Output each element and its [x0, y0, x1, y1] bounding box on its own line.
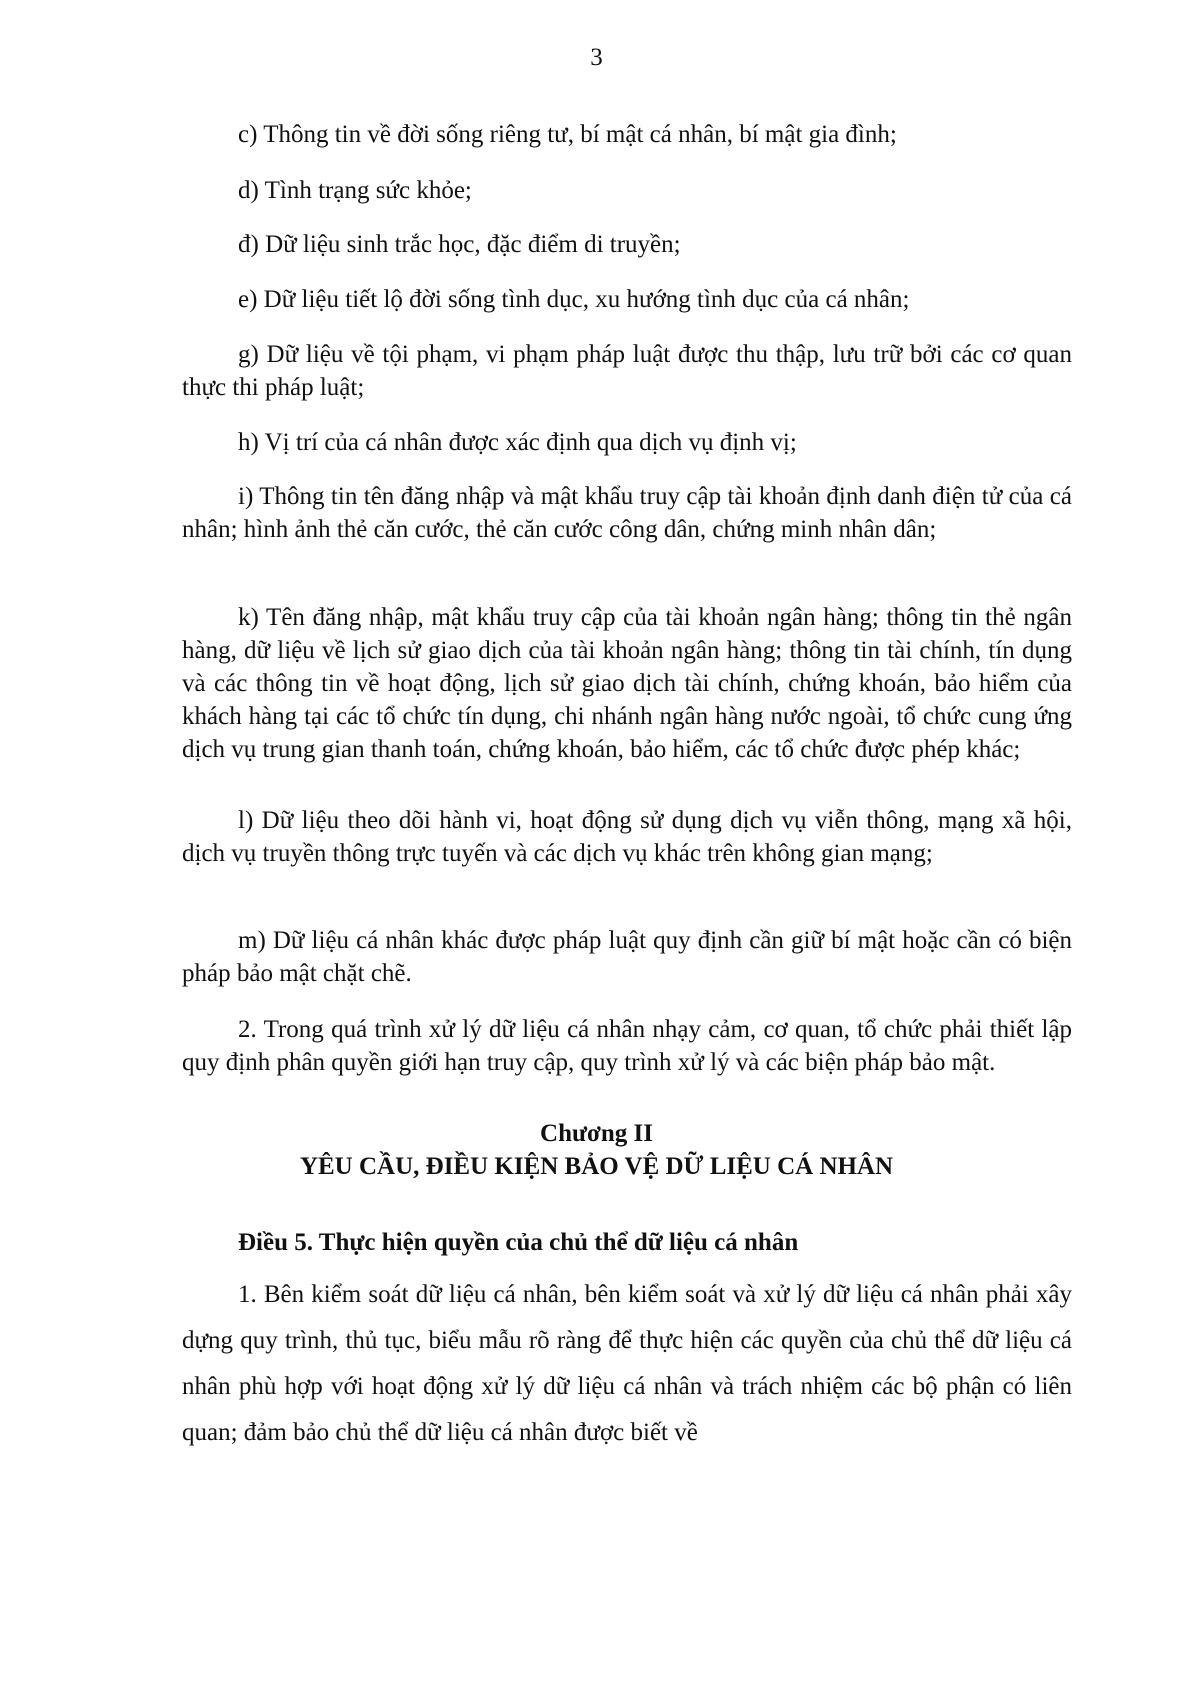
item-l: l) Dữ liệu theo dõi hành vi, hoạt động sử dụng dịch vụ viễn thông, mạng xã hội, dịch vụ truyền thông trực tuyến và các dịch vụ khác trên không gian mạng; — [182, 807, 1072, 867]
page-number: 3 — [590, 44, 603, 71]
clause-2: 2. Trong quá trình xử lý dữ liệu cá nhân nhạy cảm, cơ quan, tổ chức phải thiết lập quy định phân quyền giới hạn truy cập, quy trình xử lý và các biện pháp bảo mật. — [182, 1016, 1072, 1076]
item-e: e) Dữ liệu tiết lộ đời sống tình dục, xu hướng tình dục của cá nhân; — [238, 286, 910, 313]
item-k: k) Tên đăng nhập, mật khẩu truy cập của tài khoản ngân hàng; thông tin thẻ ngân hàng, dữ liệu về lịch sử giao dịch của tài khoản ngân hàng; thông tin tài chính, tín dụng và các thông tin về hoạt động, lịch sử giao dịch tài chính, chứng khoán, bảo hiểm của khách hàng tại các tổ chức tín dụng, chi nhánh ngân hàng nước ngoài, tổ chức cung ứng dịch vụ trung gian thanh toán, chứng khoán, bảo hiểm, các tổ chức được phép khác; — [182, 604, 1072, 763]
chapter-title: YÊU CẦU, ĐIỀU KIỆN BẢO VỆ DỮ LIỆU CÁ NHÂN — [299, 1153, 894, 1180]
item-c: c) Thông tin về đời sống riêng tư, bí mật cá nhân, bí mật gia đình; — [238, 121, 897, 148]
item-m: m) Dữ liệu cá nhân khác được pháp luật quy định cần giữ bí mật hoặc cần có biện pháp bảo mật chặt chẽ. — [182, 927, 1072, 987]
article-clause-1: 1. Bên kiểm soát dữ liệu cá nhân, bên kiểm soát và xử lý dữ liệu cá nhân phải xây dựng quy trình, thủ tục, biểu mẫu rõ ràng để thực hiện các quyền của chủ thể dữ liệu cá nhân phù hợp với hoạt động xử lý dữ liệu cá nhân và trách nhiệm các bộ phận có liên quan; đảm bảo chủ thể dữ liệu cá nhân được biết về — [182, 1281, 1072, 1446]
item-i: i) Thông tin tên đăng nhập và mật khẩu truy cập tài khoản định danh điện tử của cá nhân; hình ảnh thẻ căn cước, thẻ căn cước công dân, chứng minh nhân dân; — [182, 483, 1072, 543]
item-g: g) Dữ liệu về tội phạm, vi phạm pháp luật được thu thập, lưu trữ bởi các cơ quan thực thi pháp luật; — [182, 341, 1072, 401]
item-h: h) Vị trí của cá nhân được xác định qua dịch vụ định vị; — [238, 429, 797, 456]
item-dd: đ) Dữ liệu sinh trắc học, đặc điểm di truyền; — [238, 231, 681, 258]
article-title: Điều 5. Thực hiện quyền của chủ thể dữ liệu cá nhân — [238, 1229, 799, 1256]
item-d: d) Tình trạng sức khỏe; — [238, 177, 472, 204]
chapter-number: Chương II — [540, 1120, 653, 1147]
